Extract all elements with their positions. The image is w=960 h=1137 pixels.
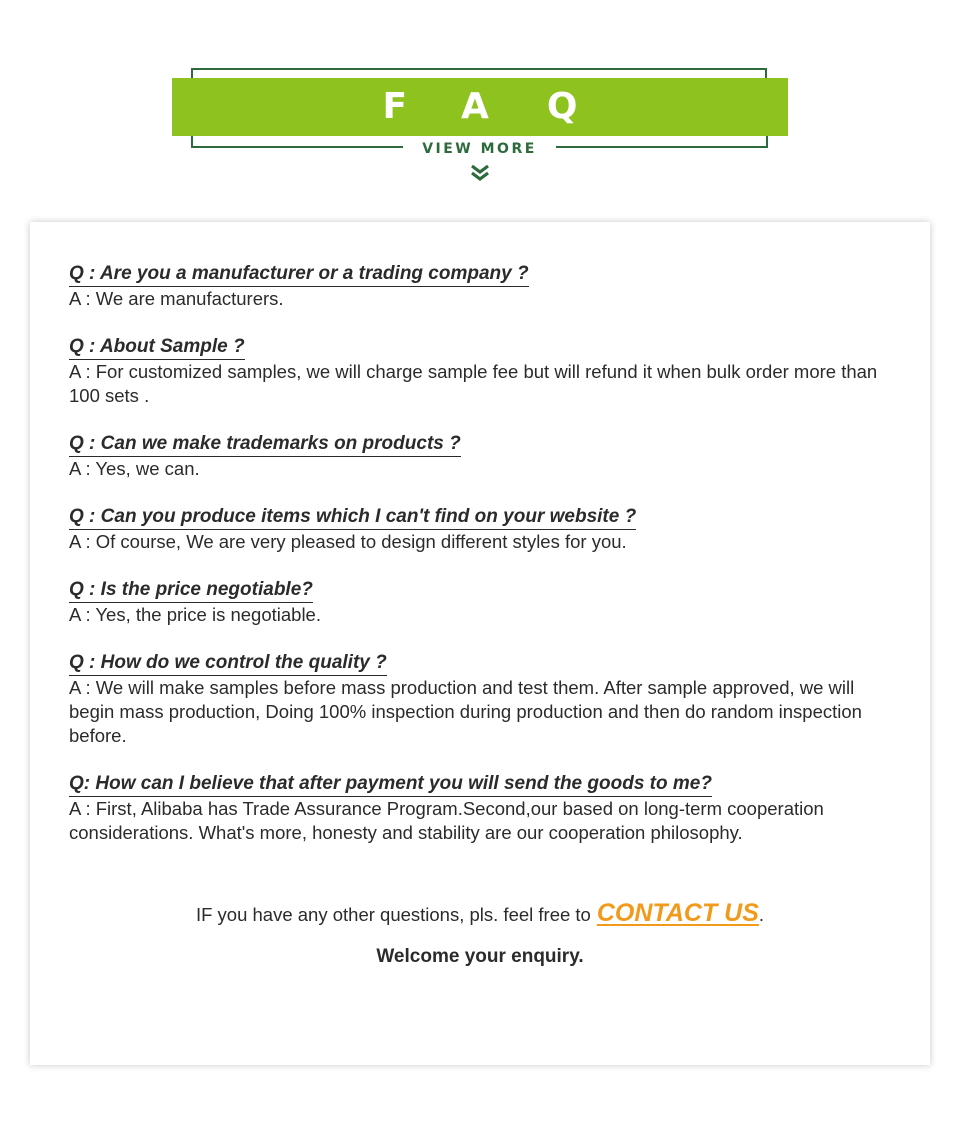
faq-item: [69, 772, 889, 845]
faq-answer: A : For customized samples, we will charge sample fee but will refund it when bulk order more than 100 sets .: [69, 361, 878, 406]
faq-answer: A : Of course, We are very pleased to design different styles for you.: [69, 531, 627, 552]
faq-item: [69, 262, 889, 311]
faq-question: Q: How can I believe that after payment you will send the goods to me?: [69, 772, 712, 797]
contact-suffix: .: [758, 904, 765, 925]
banner-bar: [172, 78, 788, 136]
contact-us-link[interactable]: CONTACT US: [596, 899, 759, 927]
faq-item: [69, 651, 889, 748]
faq-question: Q : Can you produce items which I can't find on your website ?: [69, 505, 636, 530]
faq-answer: A : Yes, the price is negotiable.: [69, 604, 321, 625]
faq-answer: A : First, Alibaba has Trade Assurance Program.Second,our based on long-term cooperation considerations. What's more, honesty and stability are our cooperation philosophy.: [69, 798, 824, 843]
faq-item: [69, 335, 889, 408]
faq-card: [30, 222, 930, 1065]
double-chevron-down-icon[interactable]: [470, 164, 490, 182]
faq-question: Q : About Sample ?: [69, 335, 245, 360]
faq-answer: A : We will make samples before mass production and test them. After sample approved, we will begin mass production, Doing 100% inspection during production and then do random inspection before.: [69, 677, 862, 746]
faq-item: [69, 432, 889, 481]
faq-item: [69, 505, 889, 554]
faq-question: Q : Can we make trademarks on products ?: [69, 432, 461, 457]
banner-frame-top: [191, 68, 767, 78]
contact-prefix: IF you have any other questions, pls. feel free to: [195, 904, 591, 925]
faq-list: [69, 262, 889, 869]
faq-question: Q : How do we control the quality ?: [69, 651, 387, 676]
faq-answer: A : Yes, we can.: [69, 458, 200, 479]
view-more-link[interactable]: VIEW MORE: [422, 141, 537, 157]
faq-answer: A : We are manufacturers.: [69, 288, 284, 309]
banner-frame-bottom-left: [191, 136, 403, 148]
faq-question: Q : Is the price negotiable?: [69, 578, 313, 603]
faq-banner: [172, 68, 788, 188]
faq-question: Q : Are you a manufacturer or a trading company ?: [69, 262, 529, 287]
welcome-text: Welcome your enquiry.: [376, 946, 584, 967]
contact-line: [30, 896, 930, 932]
banner-title: FAQ: [382, 86, 636, 127]
faq-item: [69, 578, 889, 627]
banner-frame-bottom-right: [556, 136, 768, 148]
